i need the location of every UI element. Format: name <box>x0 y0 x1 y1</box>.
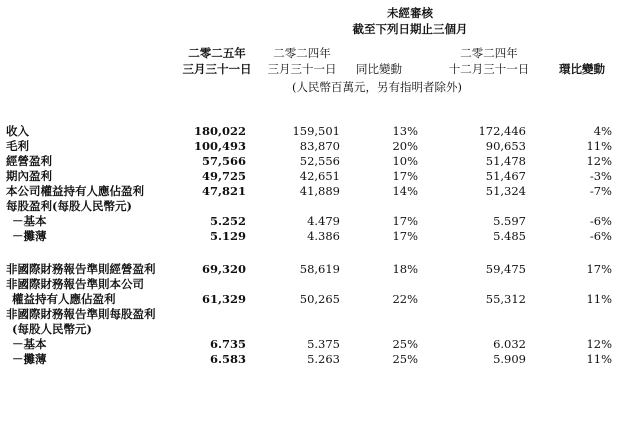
table-row <box>6 154 612 169</box>
table-row <box>6 199 612 214</box>
table-row <box>6 169 612 184</box>
col-yoy-change: 同比變動 <box>356 62 402 76</box>
row-label: －攤薄 <box>12 352 47 366</box>
table-row <box>6 337 612 352</box>
row-label: 非國際財務報告準則每股盈利 <box>6 307 156 321</box>
table-row <box>6 277 612 292</box>
table-row <box>6 214 612 229</box>
value-qoq: 12% <box>586 154 612 168</box>
value-q1-2024: 5.375 <box>307 337 340 351</box>
value-q1-2025: 6.735 <box>209 337 246 351</box>
value-q4-2024: 5.909 <box>493 352 526 366</box>
col-qoq-change: 環比變動 <box>559 62 605 76</box>
value-q1-2024: 58,619 <box>299 262 340 276</box>
value-q1-2024: 159,501 <box>292 124 340 138</box>
table-row <box>6 322 612 337</box>
col-q4-2024-date: 十二月三十一日 <box>448 62 530 76</box>
value-q4-2024: 6.032 <box>493 337 526 351</box>
spacer-row <box>6 244 612 262</box>
value-q1-2024: 4.479 <box>307 214 340 228</box>
value-yoy: 10% <box>392 154 418 168</box>
value-q1-2024: 52,556 <box>299 154 340 168</box>
value-q1-2024: 5.263 <box>307 352 340 366</box>
value-qoq: 11% <box>586 352 612 366</box>
value-q4-2024: 59,475 <box>485 262 526 276</box>
table-row <box>6 139 612 154</box>
col-q4-2024-year: 二零二四年 <box>460 46 518 60</box>
value-yoy: 25% <box>392 352 418 366</box>
row-label: 毛利 <box>6 139 29 153</box>
value-q1-2024: 83,870 <box>299 139 340 153</box>
row-label: (每股人民幣元) <box>12 322 92 336</box>
value-q4-2024: 90,653 <box>485 139 526 153</box>
value-q1-2025: 5.252 <box>209 214 246 228</box>
value-q1-2025: 69,320 <box>201 262 246 276</box>
unit-note: (人民幣百萬元，另有指明者除外) <box>292 80 462 94</box>
row-label: 非國際財務報告準則本公司 <box>6 277 144 291</box>
value-q4-2024: 51,478 <box>485 154 526 168</box>
row-label: 經營盈利 <box>6 154 52 168</box>
row-label: －基本 <box>12 214 47 228</box>
value-q1-2024: 4.386 <box>307 229 340 243</box>
value-q1-2025: 100,493 <box>193 139 246 153</box>
row-label: 每股盈利(每股人民幣元) <box>6 199 132 213</box>
value-q4-2024: 172,446 <box>478 124 526 138</box>
row-label: －基本 <box>12 337 47 351</box>
value-q1-2025: 57,566 <box>201 154 246 168</box>
row-label: 收入 <box>6 124 29 138</box>
table-row <box>6 124 612 139</box>
value-q1-2025: 49,725 <box>201 169 246 183</box>
value-q4-2024: 51,467 <box>485 169 526 183</box>
value-q1-2024: 42,651 <box>299 169 340 183</box>
value-q1-2025: 61,329 <box>201 292 246 306</box>
col-q1-2025-year: 二零二五年 <box>188 46 246 60</box>
value-qoq: 11% <box>586 139 612 153</box>
value-yoy: 14% <box>392 184 418 198</box>
row-label: 非國際財務報告準則經營盈利 <box>6 262 156 276</box>
value-q4-2024: 5.597 <box>493 214 526 228</box>
value-qoq: -6% <box>589 229 612 243</box>
value-q1-2025: 47,821 <box>201 184 246 198</box>
value-yoy: 22% <box>392 292 418 306</box>
table-row <box>6 229 612 244</box>
value-q4-2024: 55,312 <box>485 292 526 306</box>
unaudited-heading: 未經審核 <box>387 6 433 20</box>
value-q4-2024: 51,324 <box>485 184 526 198</box>
value-qoq: -6% <box>589 214 612 228</box>
value-qoq: 12% <box>586 337 612 351</box>
col-q1-2025-date: 三月三十一日 <box>182 62 252 76</box>
value-qoq: 17% <box>586 262 612 276</box>
value-yoy: 18% <box>392 262 418 276</box>
value-q1-2024: 50,265 <box>299 292 340 306</box>
row-label: 期內盈利 <box>6 169 52 183</box>
table-row <box>6 184 612 199</box>
row-label: －攤薄 <box>12 229 47 243</box>
value-yoy: 25% <box>392 337 418 351</box>
table-row <box>6 292 612 307</box>
col-q1-2024-year: 二零二四年 <box>273 46 331 60</box>
row-label: 本公司權益持有人應佔盈利 <box>6 184 144 198</box>
value-yoy: 17% <box>392 169 418 183</box>
value-qoq: 11% <box>586 292 612 306</box>
value-yoy: 13% <box>392 124 418 138</box>
value-qoq: 4% <box>593 124 612 138</box>
value-q1-2024: 41,889 <box>299 184 340 198</box>
value-yoy: 17% <box>392 229 418 243</box>
value-q4-2024: 5.485 <box>493 229 526 243</box>
value-q1-2025: 6.583 <box>209 352 246 366</box>
row-label: 權益持有人應佔盈利 <box>12 292 116 306</box>
col-q1-2024-date: 三月三十一日 <box>267 62 337 76</box>
table-row <box>6 262 612 277</box>
table-row <box>6 352 612 367</box>
value-qoq: -3% <box>589 169 612 183</box>
value-yoy: 17% <box>392 214 418 228</box>
value-qoq: -7% <box>589 184 612 198</box>
financial-table <box>6 124 612 367</box>
value-yoy: 20% <box>392 139 418 153</box>
table-row <box>6 307 612 322</box>
period-heading: 截至下列日期止三個月 <box>352 22 468 36</box>
value-q1-2025: 180,022 <box>193 124 246 138</box>
value-q1-2025: 5.129 <box>209 229 246 243</box>
